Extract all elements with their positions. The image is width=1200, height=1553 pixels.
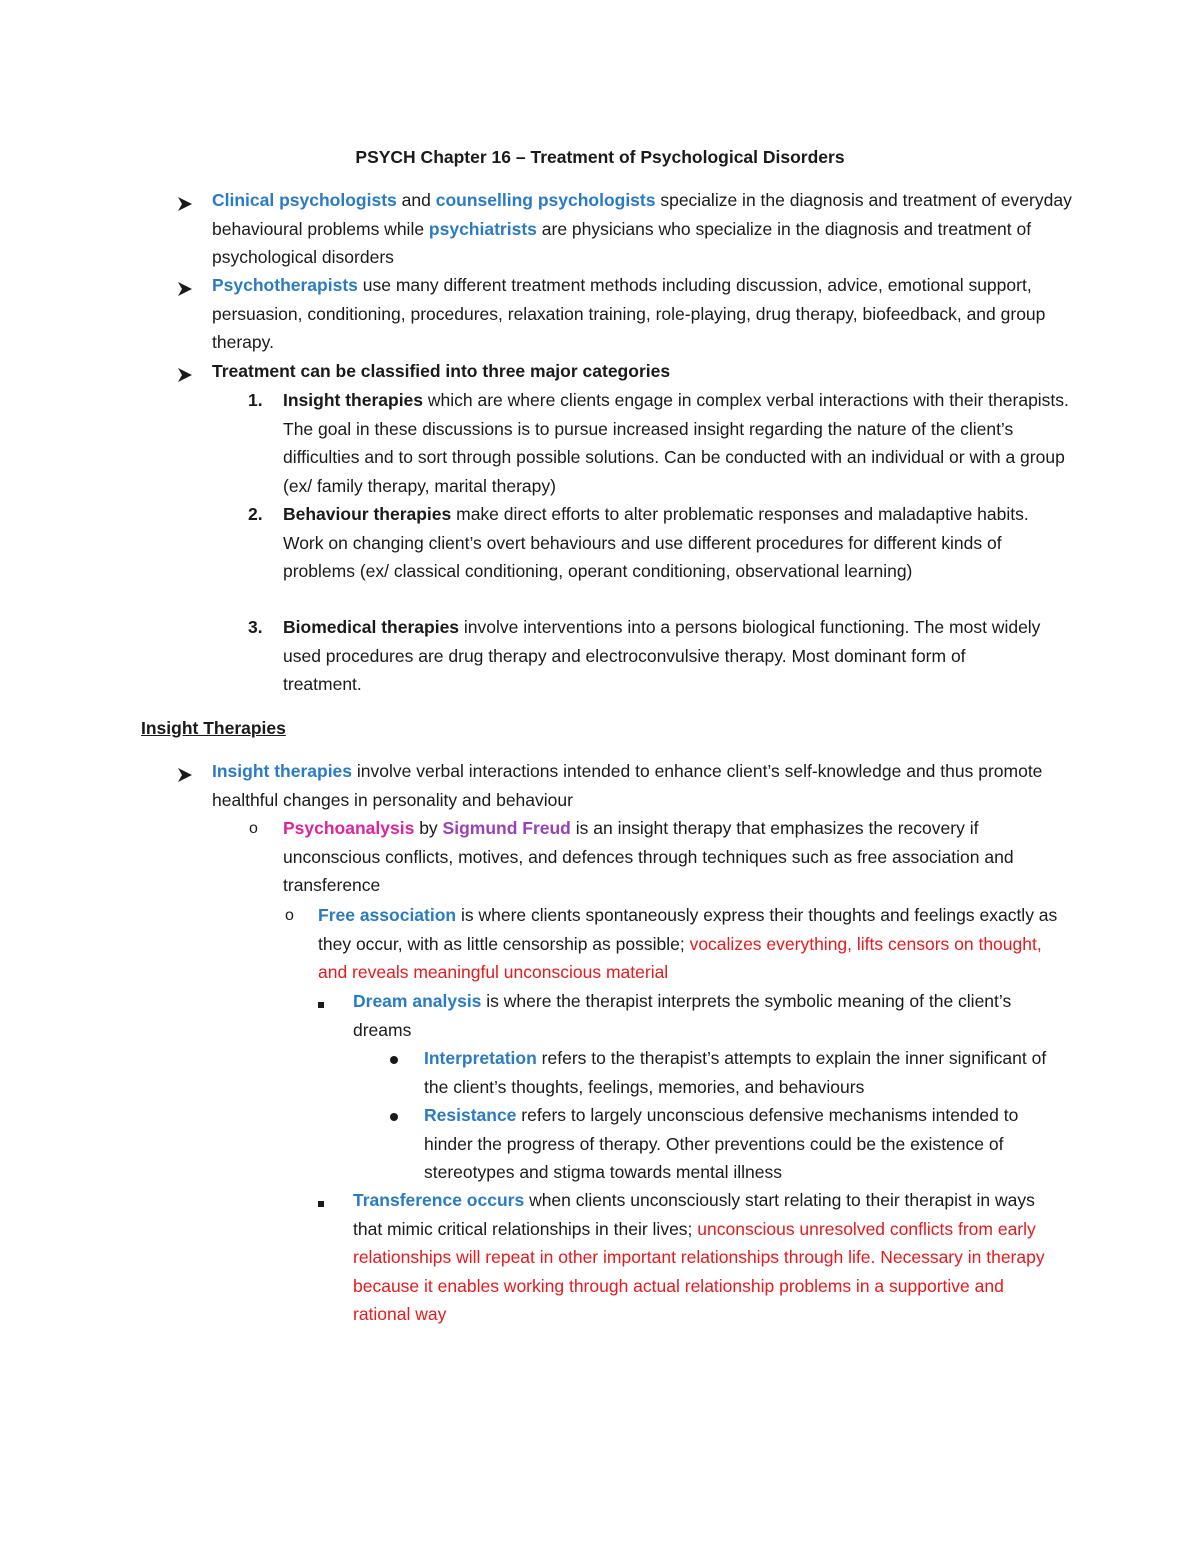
list-number: 3.	[248, 617, 263, 637]
square-bullet-icon	[318, 1187, 324, 1216]
term-counselling-psychologists: counselling psychologists	[435, 190, 656, 210]
dot-bullet-icon	[390, 1101, 398, 1130]
list-number: 1.	[248, 390, 263, 410]
item-dream-analysis: Dream analysis is where the therapist interprets the symbolic meaning of the client’s dreams	[353, 991, 1012, 1040]
item-psychoanalysis: Psychoanalysis by Sigmund Freud is an insight therapy that emphasizes the recovery if unconscious conflicts, motives, and defences through techniques such as free association and transference	[283, 818, 1014, 896]
term-clinical-psychologists: Clinical psychologists	[212, 190, 397, 210]
arrow-bullet-icon	[176, 361, 194, 389]
bullet-treatment-categories: Treatment can be classified into three major categories	[212, 361, 671, 381]
circle-bullet-icon: o	[249, 820, 258, 837]
item-behaviour-therapies: Behaviour therapies make direct efforts to alter problematic responses and maladaptive habits. Work on changing client’s overt behaviours and use different procedures for different kinds of problems (ex/ classical conditioning, operant conditioning, observational learning)	[283, 504, 1029, 582]
arrow-bullet-icon	[176, 275, 194, 303]
item-transference: Transference occurs when clients unconsciously start relating to their therapist in ways that mimic critical relationships in their lives; unconscious unresolved conflicts from early relationships will repeat in other important relationships through life. Necessary in therapy because it enables working through actual relationship problems in a supportive and rational way	[353, 1190, 1045, 1325]
term-psychiatrists: psychiatrists	[428, 218, 537, 239]
section-heading: Insight Therapies	[141, 718, 286, 738]
arrow-bullet-icon	[176, 761, 194, 789]
item-resistance: Resistance refers to largely unconscious defensive mechanisms intended to hinder the progress of therapy. Other preventions could be the existence of stereotypes and stigma towards mental illness	[424, 1105, 1019, 1183]
page-title: PSYCH Chapter 16 – Treatment of Psychological Disorders	[355, 147, 845, 167]
bullet-insight-therapies: Insight therapies involve verbal interactions intended to enhance client’s self-knowledge and thus promote healthful changes in personality and behaviour	[212, 761, 1043, 810]
item-interpretation: Interpretation refers to the therapist’s attempts to explain the inner significant of the client’s thoughts, feelings, memories, and behaviours	[424, 1048, 1047, 1097]
term-psychoanalysis: Psychoanalysis	[283, 818, 415, 838]
item-free-association: Free association is where clients spontaneously express their thoughts and feelings exactly as they occur, with as little censorship as possible; vocalizes everything, lifts censors on thought, and reveals meaningful unconscious material	[318, 905, 1058, 983]
dot-bullet-icon	[390, 1044, 398, 1073]
item-biomedical-therapies: Biomedical therapies involve interventions into a persons biological functioning. The most widely used procedures are drug therapy and electroconvulsive therapy. Most dominant form of treatment.	[283, 617, 1041, 695]
circle-bullet-icon: o	[285, 907, 294, 924]
item-insight-therapies: Insight therapies which are where clients engage in complex verbal interactions with their therapists. The goal in these discussions is to pursue increased insight regarding the nature of the client’s difficulties and to sort through possible solutions. Can be conducted with an individual or with a group (ex/ family therapy, marital therapy)	[283, 390, 1069, 496]
term-sigmund-freud: Sigmund Freud	[442, 818, 571, 838]
bullet-psychotherapists: Psychotherapists use many different treatment methods including discussion, advice, emotional support, persuasion, conditioning, procedures, relaxation training, role-playing, drug therapy, biofeedback, and group therapy.	[212, 275, 1046, 353]
square-bullet-icon	[318, 988, 324, 1017]
term-psychotherapists: Psychotherapists	[212, 275, 358, 295]
list-number: 2.	[248, 504, 263, 524]
arrow-bullet-icon	[176, 190, 194, 218]
bullet-clinical-psychologists: Clinical psychologists and counselling psychologists specialize in the diagnosis and treatment of everyday behavioural problems while psychiatrists are physicians who specialize in the diagnosis and treatment of psychological disorders	[212, 190, 1072, 268]
